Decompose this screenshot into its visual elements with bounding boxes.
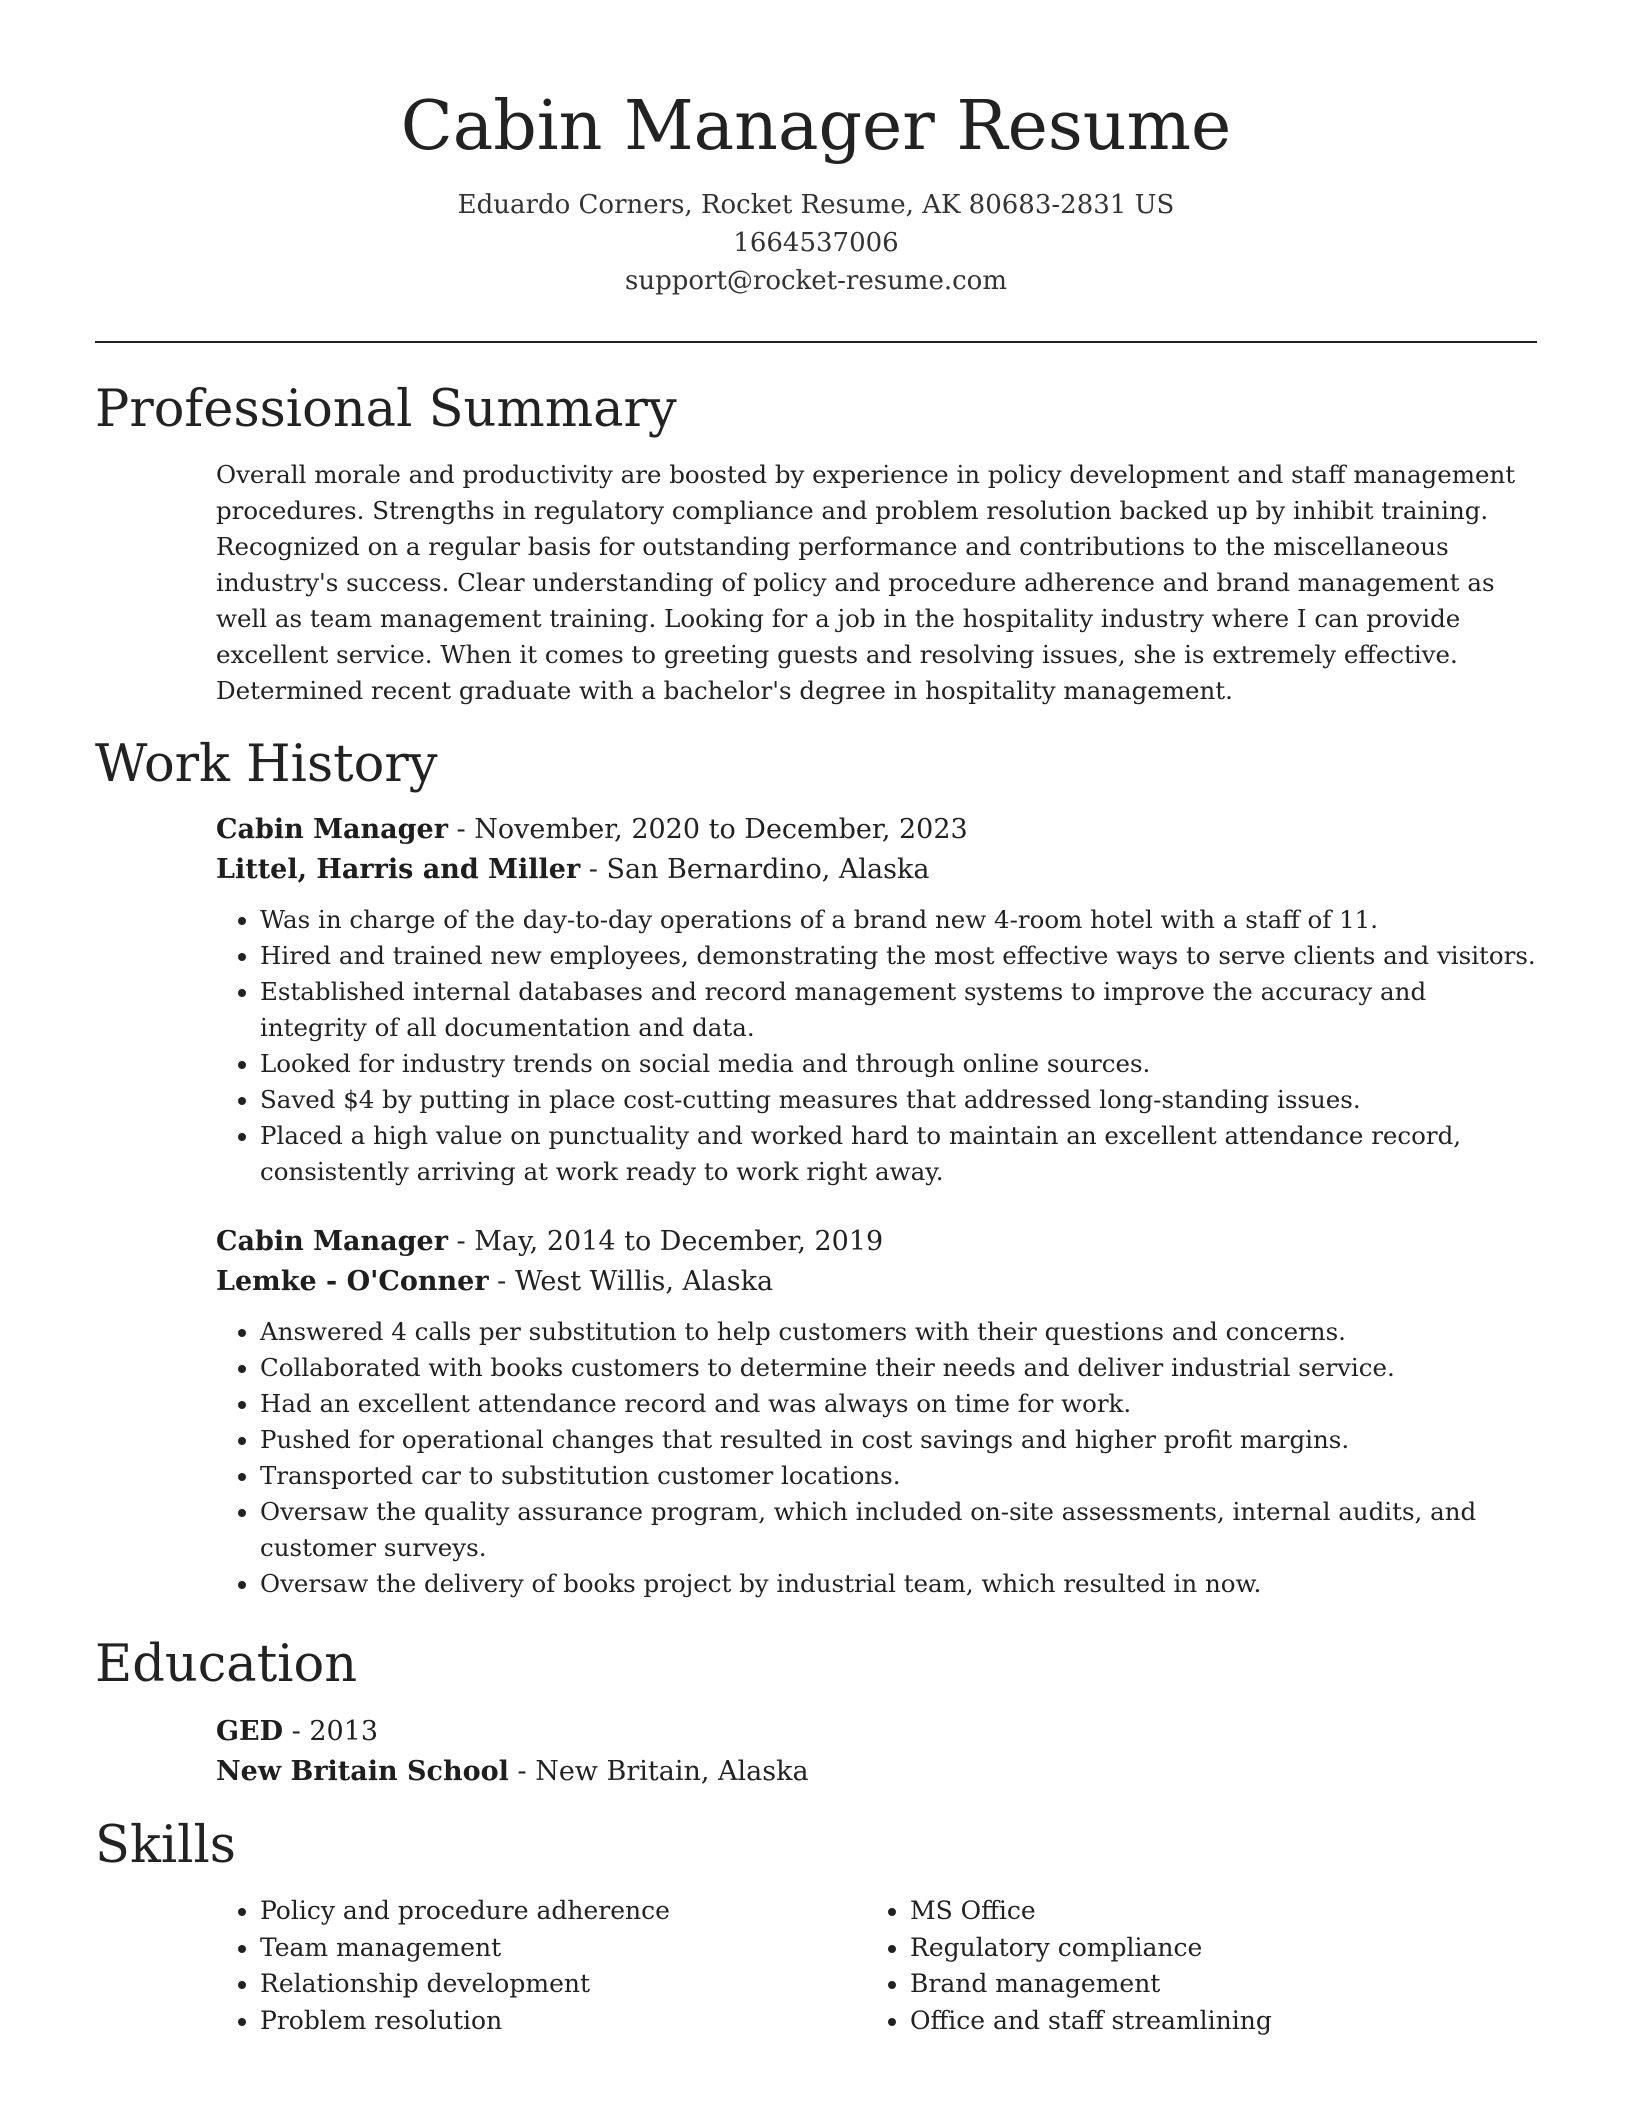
list-item: • Team management (260, 1930, 866, 1967)
skills-column-left (216, 1893, 866, 2039)
education-degree-line (216, 1712, 1536, 1752)
job-title: Cabin Manager (216, 814, 448, 845)
job-dates: - May, 2014 to December, 2019 (447, 1226, 884, 1257)
skills-column-right (866, 1893, 1516, 2039)
skills-list (866, 1893, 1516, 2039)
list-item: • Placed a high value on punctuality and worked hard to maintain an excellent attendance record, consistently arriving at work ready to work right away. (260, 1118, 1536, 1190)
job-company: Littel, Harris and Miller (216, 854, 581, 885)
job-dates: - November, 2020 to December, 2023 (447, 814, 968, 845)
job-title-line (216, 810, 1536, 850)
section-heading-education: Education (95, 1635, 358, 1694)
job-title-line (216, 1222, 1536, 1262)
contact-email: support@rocket-resume.com (624, 266, 1007, 296)
skills-columns (216, 1893, 1536, 2039)
contact-phone: 1664537006 (733, 228, 899, 258)
resume-title: Cabin Manager Resume (400, 87, 1232, 166)
list-item: • Transported car to substitution customer locations. (260, 1458, 1536, 1494)
job-company-line (216, 1262, 1536, 1302)
list-item: • Had an excellent attendance record and was always on time for work. (260, 1386, 1536, 1422)
job-bullet-list (216, 902, 1536, 1190)
list-item: • Was in charge of the day-to-day operations of a brand new 4-room hotel with a staff of 11. (260, 902, 1536, 938)
list-item: • Established internal databases and record management systems to improve the accuracy and integrity of all documentation and data. (260, 974, 1536, 1046)
education-degree: GED (216, 1716, 284, 1747)
education-school: New Britain School (216, 1756, 509, 1787)
skills-list (216, 1893, 866, 2039)
job-entry (216, 810, 1536, 1190)
list-item: • Answered 4 calls per substitution to help customers with their questions and concerns. (260, 1314, 1536, 1350)
list-item: • Brand management (910, 1966, 1516, 2003)
list-item: • Pushed for operational changes that resulted in cost savings and higher profit margins. (260, 1422, 1536, 1458)
list-item: • Regulatory compliance (910, 1930, 1516, 1967)
job-title: Cabin Manager (216, 1226, 448, 1257)
job-company-line (216, 850, 1536, 890)
contact-address: Eduardo Corners, Rocket Resume, AK 80683-2831 US (457, 190, 1175, 220)
job-bullet-list (216, 1314, 1536, 1602)
education-entry (216, 1712, 1536, 1792)
skills-section (216, 1893, 1536, 2039)
summary-text: Overall morale and productivity are boosted by experience in policy development and staff management procedures. Strengths in regulatory compliance and problem resolution backed up by inhibit training. Recognized on a regular basis for outstanding performance and contributions to the miscellaneous industry's success. Clear understanding of policy and procedure adherence and brand management as well as team management training. Looking for a job in the hospitality industry where I can provide excellent service. When it comes to greeting guests and resolving issues, she is extremely effective. Determined recent graduate with a bachelor's degree in hospitality management. (216, 460, 1516, 705)
section-heading-skills: Skills (95, 1816, 236, 1875)
job-company: Lemke - O'Conner (216, 1266, 489, 1297)
resume-header (95, 82, 1537, 300)
list-item: • Looked for industry trends on social media and through online sources. (260, 1046, 1536, 1082)
list-item: • Saved $4 by putting in place cost-cutting measures that addressed long-standing issues. (260, 1082, 1536, 1118)
list-item: • Office and staff streamlining (910, 2003, 1516, 2040)
contact-block (95, 186, 1537, 300)
list-item: • Oversaw the delivery of books project by industrial team, which resulted in now. (260, 1566, 1536, 1602)
summary-section (216, 457, 1536, 709)
list-item: • Policy and procedure adherence (260, 1893, 866, 1930)
job-location: - San Bernardino, Alaska (580, 854, 930, 885)
list-item: • Relationship development (260, 1966, 866, 2003)
education-school-line (216, 1752, 1536, 1792)
list-item: • MS Office (910, 1893, 1516, 1930)
section-heading-work-history: Work History (95, 735, 438, 794)
education-location: - New Britain, Alaska (508, 1756, 809, 1787)
job-location: - West Willis, Alaska (488, 1266, 774, 1297)
education-year: - 2013 (283, 1716, 379, 1747)
list-item: • Hired and trained new employees, demonstrating the most effective ways to serve clients and visitors. (260, 938, 1536, 974)
job-entry (216, 1222, 1536, 1602)
list-item: • Problem resolution (260, 2003, 866, 2040)
list-item: • Collaborated with books customers to determine their needs and deliver industrial service. (260, 1350, 1536, 1386)
list-item: • Oversaw the quality assurance program, which included on-site assessments, internal audits, and customer surveys. (260, 1494, 1536, 1566)
section-heading-summary: Professional Summary (95, 380, 677, 439)
header-divider (95, 341, 1537, 343)
